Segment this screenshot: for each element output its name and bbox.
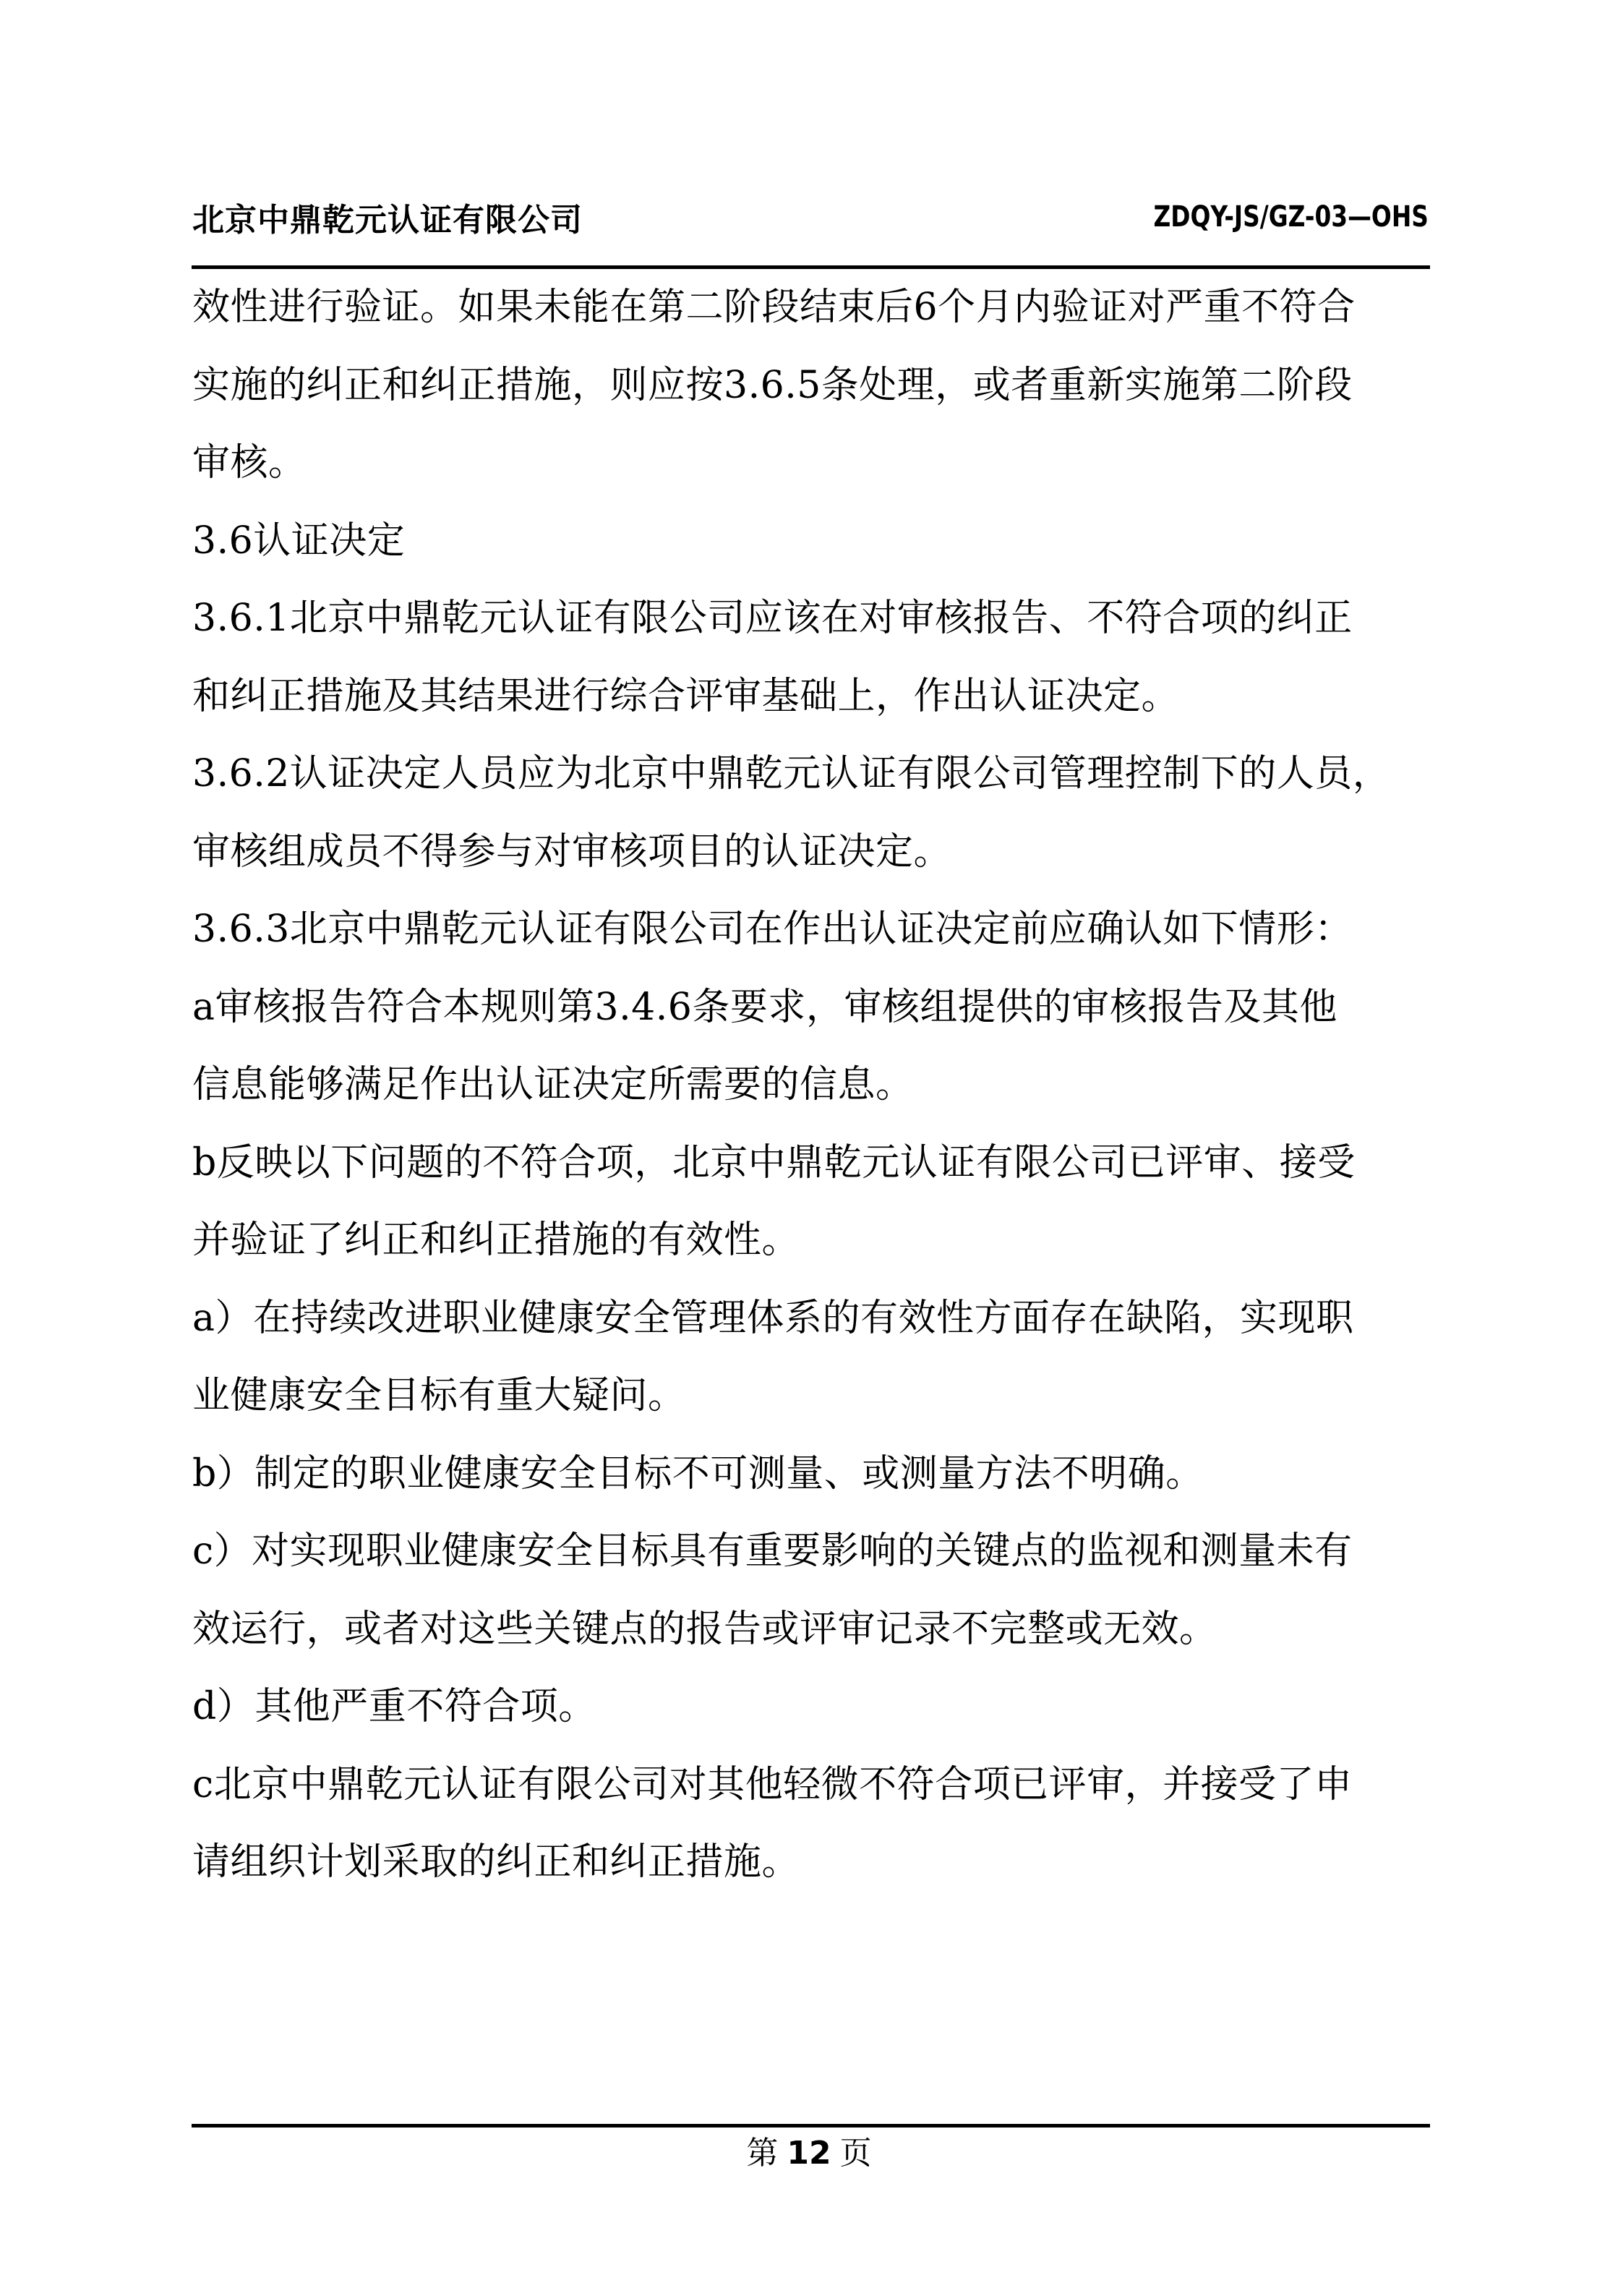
footer-divider [192,2124,1430,2128]
page-label-prefix: 第 [746,2135,779,2172]
text-line: 并验证了纠正和纠正措施的有效性。 [192,1219,800,1262]
page-label-suffix: 页 [839,2135,872,2172]
header-company-name: 北京中鼎乾元认证有限公司 [192,202,583,239]
clause-3-6-2: 3.6.2认证决定人员应为北京中鼎乾元认证有限公司管理控制下的人员， [192,752,1391,795]
clause-3-6-1: 3.6.1北京中鼎乾元认证有限公司应该在对审核报告、不符合项的纠正 [192,597,1353,640]
text-line: 效性进行验证。如果未能在第二阶段结束后6个月内验证对严重不符合 [192,286,1356,329]
sub-item-b: b）制定的职业健康安全目标不可测量、或测量方法不明确。 [192,1451,1204,1495]
text-line: 信息能够满足作出认证决定所需要的信息。 [192,1063,914,1106]
text-line: 效运行，或者对这些关键点的报告或评审记录不完整或无效。 [192,1607,1217,1651]
sub-item-d: d）其他严重不符合项。 [192,1685,596,1728]
page-header [192,195,1429,239]
section-heading: 3.6认证决定 [192,518,406,563]
text-line: 请组织计划采取的纠正和纠正措施。 [192,1840,800,1884]
text-line: 和纠正措施及其结果进行综合评审基础上，作出认证决定。 [192,674,1180,718]
text-line: 实施的纠正和纠正措施，则应按3.6.5条处理，或者重新实施第二阶段 [192,363,1353,407]
list-item-a: a审核报告符合本规则第3.4.6条要求，审核组提供的审核报告及其他 [192,985,1337,1029]
text-line: 审核。 [192,441,307,485]
text-line: 业健康安全目标有重大疑问。 [192,1374,686,1417]
text-line: 审核组成员不得参与对审核项目的认证决定。 [192,829,952,874]
clause-3-6-3: 3.6.3北京中鼎乾元认证有限公司在作出认证决定前应确认如下情形： [192,908,1353,951]
header-document-code: ZDQY-JS/GZ-03—OHS [1153,200,1429,234]
page-number: 12 [787,2135,831,2172]
sub-item-c: c）对实现职业健康安全目标具有重要影响的关键点的监视和测量未有 [192,1529,1353,1573]
page-footer [0,2132,1618,2175]
list-item-c: c北京中鼎乾元认证有限公司对其他轻微不符合项已评审，并接受了申 [192,1762,1353,1806]
sub-item-a: a）在持续改进职业健康安全管理体系的有效性方面存在缺陷，实现职 [192,1296,1354,1340]
list-item-b: b反映以下问题的不符合项，北京中鼎乾元认证有限公司已评审、接受 [192,1140,1356,1185]
body-text [192,269,1436,1902]
